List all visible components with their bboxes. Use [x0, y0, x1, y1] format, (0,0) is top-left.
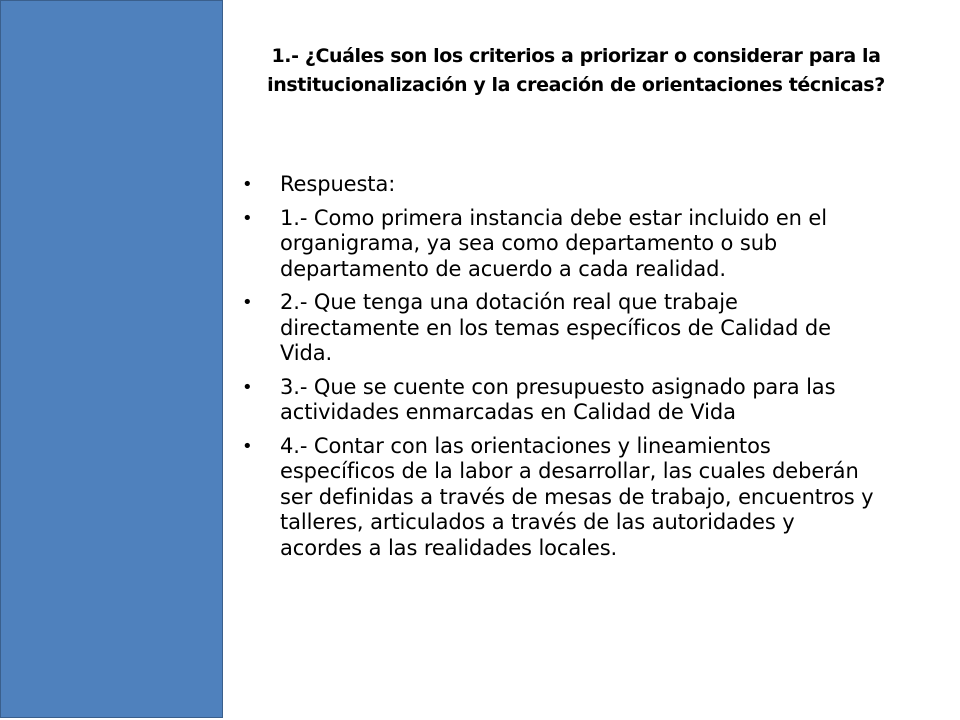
bullet-icon: •: [242, 292, 253, 313]
bullet-icon: •: [242, 435, 253, 457]
sidebar-accent-panel: [0, 0, 223, 718]
list-item: [242, 375, 882, 426]
bullet-icon: •: [242, 207, 253, 229]
list-item-text: 2.- Que tenga una dotación real que trabaje directamente en los temas específicos de Calidad de Vida.: [280, 290, 831, 365]
list-item-text: 4.- Contar con las orientaciones y lineamientos específicos de la labor a desarrollar, las cuales deberán ser definidas a través de mesas de trabajo, encuentros y talleres, articulados a través de las autoridades y acordes a las realidades locales.: [280, 433, 874, 560]
bullet-icon: •: [242, 376, 253, 398]
bullet-list: [242, 172, 882, 569]
list-item: [242, 172, 882, 198]
list-item-text: 1.- Como primera instancia debe estar incluido en el organigrama, ya sea como departamento o sub departamento de acuerdo a cada realidad.: [280, 205, 827, 281]
list-item: [242, 206, 882, 283]
list-item: [242, 434, 882, 562]
list-item-text: Respuesta:: [280, 172, 396, 196]
bullet-icon: •: [242, 174, 253, 195]
list-item: [242, 290, 882, 367]
slide-title: 1.- ¿Cuáles son los criterios a priorizar o considerar para la institucionalización y la creación de orientaciones técnicas?: [267, 45, 885, 96]
list-item-text: 3.- Que se cuente con presupuesto asignado para las actividades enmarcadas en Calidad de Vida: [280, 374, 836, 424]
